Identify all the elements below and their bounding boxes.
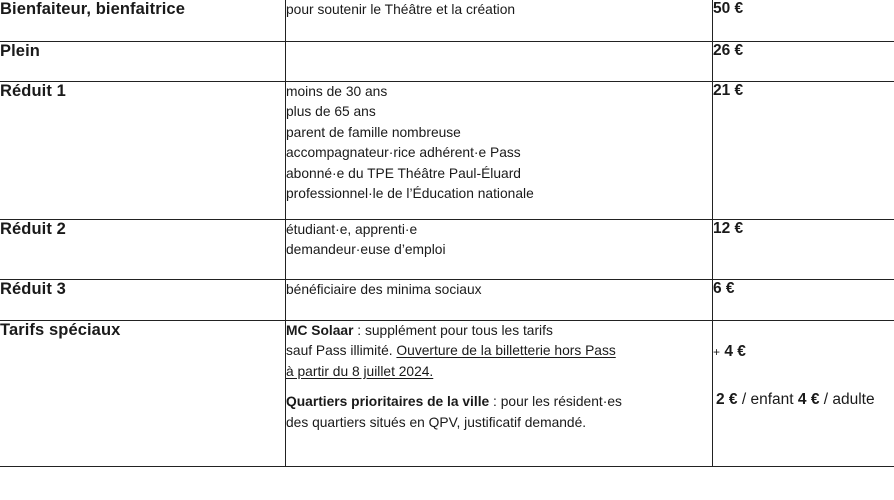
description-line: parent de famille nombreuse (286, 124, 461, 140)
price-cell: 50 € (713, 0, 894, 42)
table-row (0, 280, 894, 321)
qpv-text: des quartiers situés en QPV, justificatif demandé. (286, 414, 587, 430)
mc-solaar-line (286, 341, 712, 361)
price-cell: 6 € (713, 280, 894, 321)
description-cell (286, 321, 713, 467)
description-cell (286, 220, 713, 280)
description-line: accompagnateur·rice adhérent·e Pass (286, 145, 521, 161)
child-label: / enfant (737, 391, 794, 408)
qpv-line (286, 413, 712, 433)
category-cell: Réduit 2 (0, 220, 286, 280)
description-cell (286, 280, 713, 321)
adult-price (798, 391, 875, 408)
description-cell (286, 0, 713, 42)
supplement-amount: 4 € (724, 343, 746, 360)
mc-solaar-text: : supplément pour tous les tarifs (353, 323, 553, 338)
price-cell (713, 321, 894, 467)
description-line: professionnel·le de l’Éducation nationale (286, 186, 534, 202)
qpv-line (286, 392, 712, 412)
table-row (0, 0, 894, 42)
qpv-prices (713, 391, 894, 409)
mc-solaar-line (286, 362, 712, 382)
description-cell (286, 42, 713, 82)
ticketing-link[interactable]: à partir du 8 juillet 2024. (286, 363, 434, 379)
category-cell: Bienfaiteur, bienfaitrice (0, 0, 286, 42)
supplement-price (713, 343, 894, 361)
adult-amount: 4 € (797, 391, 820, 408)
price-cell: 12 € (713, 220, 894, 280)
mc-solaar-line (286, 321, 712, 341)
adult-label: / adulte (819, 391, 875, 408)
qpv-text: : pour les résident·es (489, 394, 622, 410)
description-line: moins de 30 ans (286, 84, 388, 99)
description-line: plus de 65 ans (286, 104, 376, 120)
description-line: étudiant·e, apprenti·e (286, 222, 418, 237)
price-cell: 26 € (713, 42, 894, 82)
description-line: bénéficiaire des minima sociaux (286, 282, 482, 297)
description-line: demandeur·euse d’emploi (286, 242, 446, 258)
mc-solaar-title: MC Solaar (286, 323, 354, 338)
ticketing-link[interactable]: Ouverture de la billetterie hors Pass (396, 343, 616, 359)
table-row (0, 82, 894, 220)
description-line: pour soutenir le Théâtre et la création (286, 2, 516, 17)
plus-sign: + (713, 345, 721, 359)
child-price (716, 391, 794, 408)
category-cell: Tarifs spéciaux (0, 321, 286, 467)
table-row (0, 42, 894, 82)
qpv-title: Quartiers prioritaires de la ville (286, 394, 490, 410)
mc-solaar-text: sauf Pass illimité. (286, 343, 397, 359)
category-cell: Réduit 1 (0, 82, 286, 220)
category-cell: Plein (0, 42, 286, 82)
price-cell: 21 € (713, 82, 894, 220)
table-row (0, 220, 894, 280)
child-amount: 2 € (716, 391, 738, 408)
description-line: abonné·e du TPE Théâtre Paul-Éluard (286, 165, 521, 181)
table-row (0, 321, 894, 467)
description-cell (286, 82, 713, 220)
category-cell: Réduit 3 (0, 280, 286, 321)
